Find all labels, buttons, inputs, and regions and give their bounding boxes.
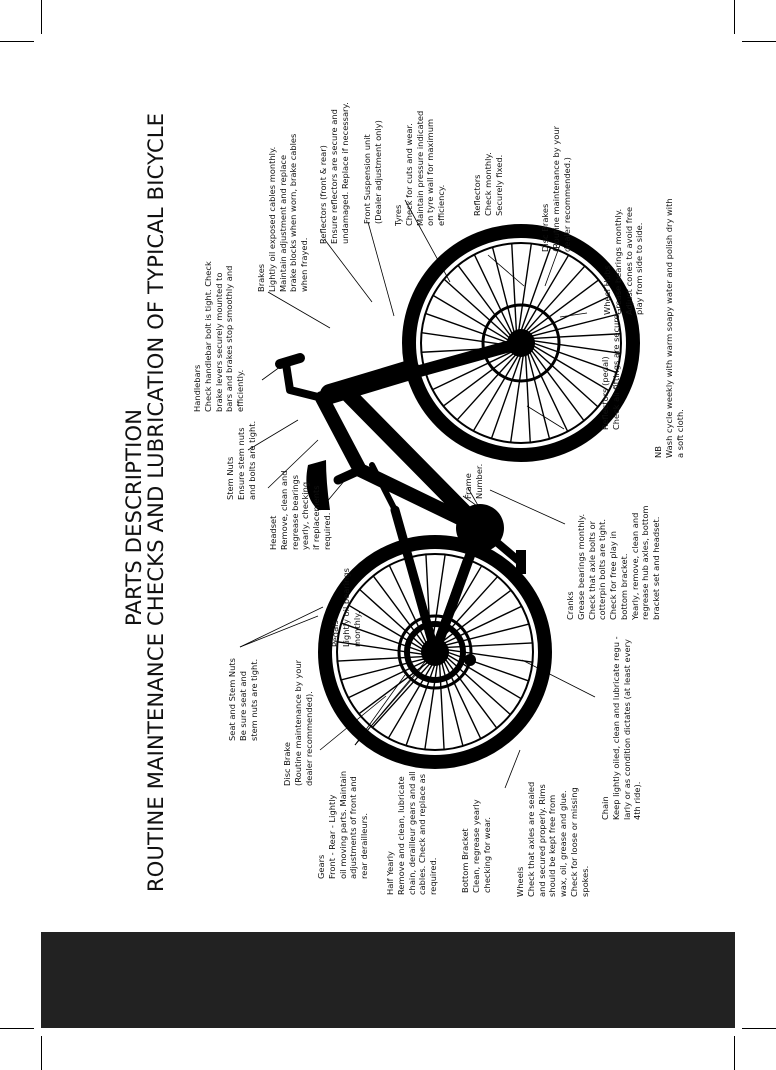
- spoke: [492, 247, 514, 333]
- note-disc-brake-rear: Disc Brake (Routine maintenance by your dealer recommended).: [282, 660, 314, 786]
- note-handlebars: Handlebars Check handlebar bolt is tight. Check brake levers securely mounted to bars and brakes stop smoothly and efficiently.: [192, 261, 246, 412]
- note-nb: NB Wash cycle weekly with warm soapy water and polish dry with a soft cloth.: [653, 198, 685, 458]
- note-seat-stem-nuts: Seat and Stem Nuts Be sure seat and stem nuts are tight.: [227, 658, 259, 741]
- spoke: [528, 353, 550, 439]
- page-title: PARTS DESCRIPTION: [122, 408, 146, 626]
- note-half-yearly: Half Yearly Remove and clean, lubricate chain, derailleur gears and all cables. Check and replace as required.: [385, 771, 439, 895]
- note-headset: Headset Remove, clean and regrease bearings yearly, checking if replacements required.: [268, 470, 332, 550]
- note-gears: Gears Front - Rear - Lightly oil moving parts. Maintain adjustments of front and rear derailleurs.: [316, 770, 370, 879]
- page-subtitle: ROUTINE MAINTENANCE CHECKS AND LUBRICATION OF TYPICAL BICYCLE: [144, 112, 168, 892]
- note-frame-number: Frame Number.: [463, 463, 484, 499]
- note-wheel-hubs: Wheel Hubs Grease bearings monthly. Adjust cones to avoid free play from side to side.: [602, 206, 645, 315]
- spoke: [512, 243, 517, 331]
- note-wheels: Wheels Check that axles are sealed and secured properly. Rims should be kept free from wax, oil, grease and glue. Check for loose or missing spokes.: [515, 781, 590, 897]
- note-reflectors-front-rear: Reflectors (front & rear) Ensure reflectors are secure and undamaged. Replace if necessary.: [318, 102, 350, 244]
- note-brakes: Brakes Lightly oil exposed cables monthly. Maintain adjustment and replace brake blocks when worn, brake cables when frayed.: [256, 133, 310, 292]
- note-reflectors-pedal: Reflectors (pedal) Check all fittings are secure.: [600, 311, 621, 430]
- note-stem-nuts: Stem Nuts Ensure stem nuts and bolts are tight.: [225, 420, 257, 500]
- note-disc-brakes-front: Disc Brakes (Routine maintenance by your dealer recommended.): [540, 126, 572, 252]
- note-pedals: Pedals Lightly oil bearings monthly.: [330, 568, 362, 647]
- spoke: [526, 354, 531, 442]
- note-chain: Chain Keep lightly oiled, clean and lubricate regu - larly or as condition dictates (at least every 4th ride).: [600, 636, 643, 820]
- note-reflectors-monthly: Reflectors Check monthly. Securely fixed.: [472, 152, 504, 216]
- note-front-suspension: Front Suspension unit (Dealer adjustment only): [362, 120, 383, 224]
- note-cranks: Cranks Grease bearings monthly. Check that axle bolts or cotterpin bolts are tight. Check for free play in bottom bracket. Yearly, remove, clean and regrease hub axles, bottom bracket set and headset.: [565, 505, 662, 620]
- note-bottom-bracket: Bottom Bracket Clean, regrease yearly checking for wear.: [460, 799, 492, 893]
- note-tyres: Tyres Check for cuts and wear. Maintain pressure indicated on tyre wall for maximum efficiency.: [393, 110, 447, 226]
